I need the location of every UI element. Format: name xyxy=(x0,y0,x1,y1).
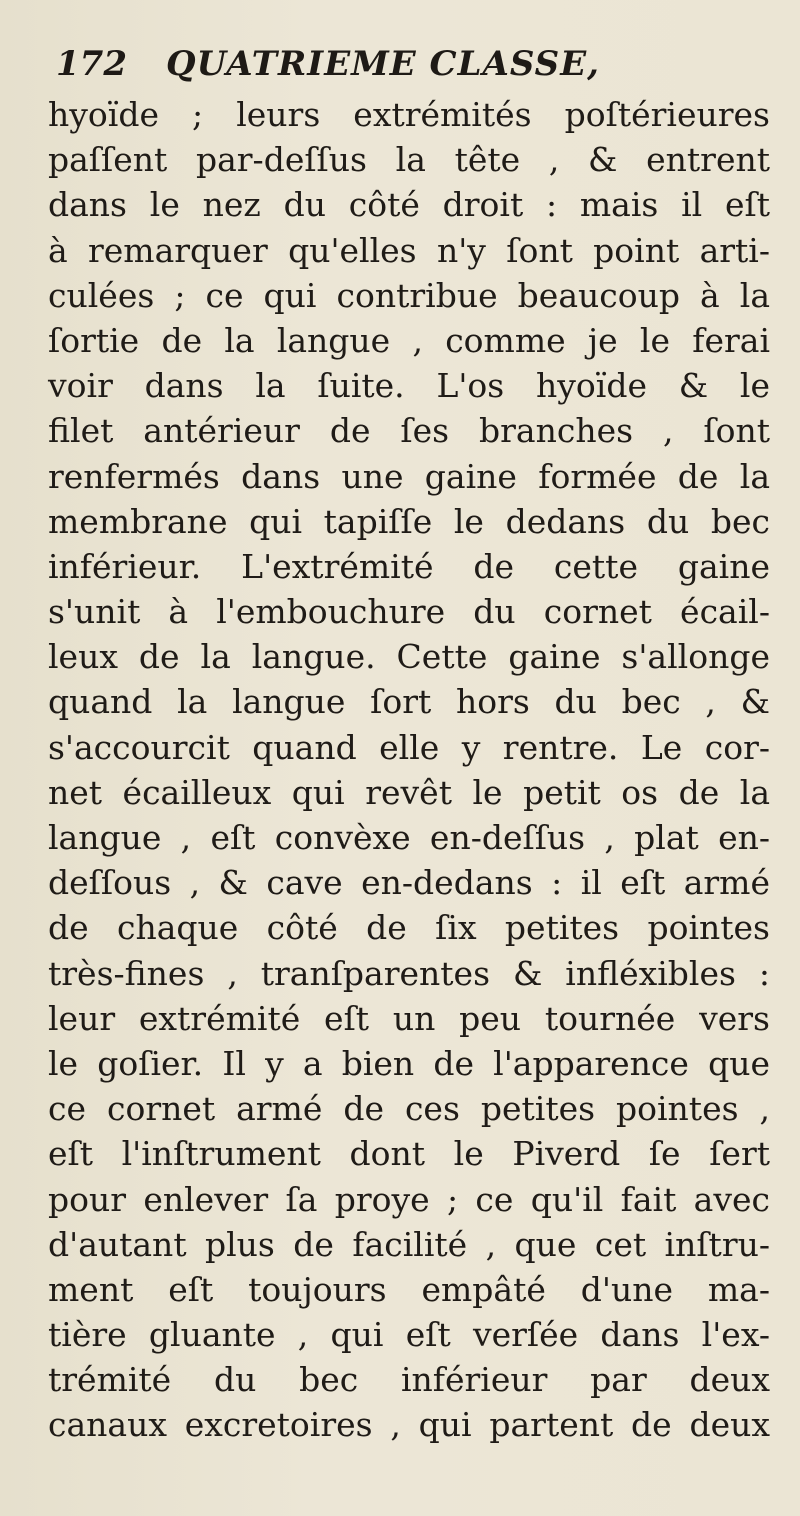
body-text xyxy=(48,92,770,1448)
text-line: dans le nez du côté droit : mais il eſt xyxy=(48,185,770,225)
text-line: ment eſt toujours empâté d'une ma- xyxy=(48,1269,770,1309)
text-line: filet antérieur de ſes branches , ſont xyxy=(48,411,770,451)
text-line: le goſier. Il y a bien de l'apparence que xyxy=(48,1043,770,1083)
text-line: canaux excretoires , qui partent de deux xyxy=(48,1405,770,1445)
text-line: trémité du bec inférieur par deux xyxy=(48,1360,770,1400)
text-line: deſſous , & cave en-dedans : il eſt armé xyxy=(48,863,770,903)
text-line: ſortie de la langue , comme je le ferai xyxy=(48,320,770,360)
text-line: hyoïde ; leurs extrémités poſtérieures xyxy=(48,95,770,134)
text-line: paſſent par-deſſus la tête , & entrent xyxy=(48,140,770,180)
page-number: 172 xyxy=(56,44,127,84)
text-line: à remarquer qu'elles n'y ſont point arti- xyxy=(48,230,770,270)
text-line: ce cornet armé de ces petites pointes , xyxy=(48,1089,770,1129)
text-line: leur extrémité eſt un peu tournée vers xyxy=(48,998,770,1038)
text-line: inférieur. L'extrémité de cette gaine xyxy=(48,546,770,586)
text-line: renfermés dans une gaine formée de la xyxy=(48,456,770,496)
text-line: d'autant plus de facilité , que cet inſtru- xyxy=(48,1224,770,1264)
text-line: voir dans la ſuite. L'os hyoïde & le xyxy=(48,366,770,406)
text-line: pour enlever ſa proye ; ce qu'il fait avec xyxy=(48,1179,770,1219)
text-line: eſt l'inſtrument dont le Piverd ſe ſert xyxy=(48,1134,770,1174)
text-line: leux de la langue. Cette gaine s'allonge xyxy=(48,637,770,677)
text-line: net écailleux qui revêt le petit os de la xyxy=(48,772,770,812)
text-line: langue , eſt convèxe en-deſſus , plat en- xyxy=(48,818,770,857)
text-line: quand la langue ſort hors du bec , & xyxy=(48,682,770,722)
running-head: QUATRIEME CLASSE, xyxy=(166,44,600,84)
text-line: membrane qui tapiſſe le dedans du bec xyxy=(48,501,770,541)
text-line: très-fines , tranſparentes & infléxibles : xyxy=(48,953,770,993)
text-line: s'unit à l'embouchure du cornet écail- xyxy=(48,592,770,632)
text-line: de chaque côté de ſix petites pointes xyxy=(48,908,770,948)
text-line: s'accourcit quand elle y rentre. Le cor- xyxy=(48,727,770,767)
page-header xyxy=(48,44,768,96)
text-line: culées ; ce qui contribue beaucoup à la xyxy=(48,275,770,315)
text-line: tière gluante , qui eſt verſée dans l'ex- xyxy=(48,1315,770,1355)
